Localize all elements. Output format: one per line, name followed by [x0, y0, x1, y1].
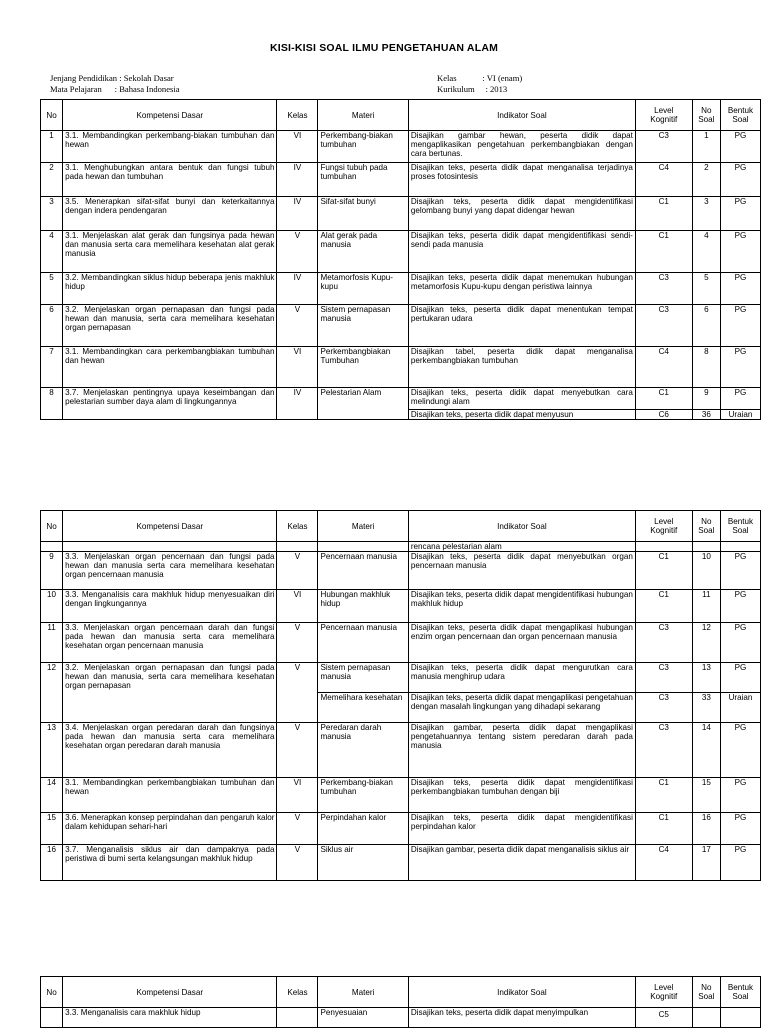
header-row: [41, 100, 761, 131]
kompetensi-dasar: 3.1. Membandingkan perkembangbiakan tumbuhan dan hewan: [63, 778, 277, 813]
no-soal: [692, 1008, 720, 1028]
table-row: [41, 813, 761, 845]
no-soal: 16: [692, 813, 720, 845]
header-no: No: [41, 100, 63, 131]
empty-cell: [277, 542, 318, 552]
header-indikator: Indikator Soal: [408, 977, 635, 1008]
kompetensi-dasar: 3.3. Menganalisis cara makhluk hidup: [63, 1008, 277, 1028]
bentuk-soal: PG: [721, 131, 761, 163]
indikator-soal: Disajikan gambar, peserta didik dapat menganalisis siklus air: [408, 845, 635, 881]
materi: Pencernaan manusia: [318, 552, 408, 590]
materi: Peredaran darah manusia: [318, 723, 408, 778]
header-indikator: Indikator Soal: [408, 511, 635, 542]
continued-row: [41, 542, 761, 552]
kelas: V: [277, 552, 318, 590]
indikator-soal: Disajikan tabel, peserta didik dapat menganalisa perkembangbiakan tumbuhan: [408, 347, 635, 388]
header-level: Level Kognitif: [635, 511, 692, 542]
no-soal: 12: [692, 623, 720, 663]
kelas: V: [277, 723, 318, 778]
header-bentuk: Bentuk Soal: [721, 100, 761, 131]
no-soal: 36: [692, 410, 720, 420]
row-no: 8: [41, 388, 63, 420]
header-materi: Materi: [318, 511, 408, 542]
materi: Perpindahan kalor: [318, 813, 408, 845]
header-nosoal: No Soal: [692, 511, 720, 542]
header-kd: Kompetensi Dasar: [63, 100, 277, 131]
kelas: V: [277, 231, 318, 273]
header-materi: Materi: [318, 100, 408, 131]
kelas: V: [277, 623, 318, 663]
bentuk-soal: PG: [721, 663, 761, 693]
kelas: VI: [277, 778, 318, 813]
row-no: 2: [41, 163, 63, 197]
bentuk-soal: PG: [721, 552, 761, 590]
table-row: [41, 590, 761, 623]
level-kognitif: C3: [635, 273, 692, 305]
no-soal: 8: [692, 347, 720, 388]
meta-jenjang: Jenjang Pendidikan : Sekolah Dasar: [50, 73, 174, 83]
materi: Pelestarian Alam: [318, 388, 408, 420]
no-soal: 10: [692, 552, 720, 590]
kompetensi-dasar: 3.7. Menganalisis siklus air dan dampaknya pada peristiwa di bumi serta kelangsungan makhluk hidup: [63, 845, 277, 881]
table-row: [41, 347, 761, 388]
no-soal: 6: [692, 305, 720, 347]
row-no: 6: [41, 305, 63, 347]
indikator-soal: Disajikan gambar hewan, peserta didik dapat mengaplikasikan pengetahuan perkembangbiakan dengan cara bertunas.: [408, 131, 635, 163]
row-no: 13: [41, 723, 63, 778]
header-kd: Kompetensi Dasar: [63, 511, 277, 542]
no-soal: 2: [692, 163, 720, 197]
bentuk-soal: PG: [721, 305, 761, 347]
row-no: 16: [41, 845, 63, 881]
kelas: V: [277, 813, 318, 845]
level-kognitif: C4: [635, 347, 692, 388]
bentuk-soal: PG: [721, 197, 761, 231]
level-kognitif: C1: [635, 231, 692, 273]
kompetensi-dasar: 3.3. Menjelaskan organ pencernaan dan fungsi pada hewan dan manusia serta cara memelihara kesehatan organ pencernaan manusia: [63, 552, 277, 590]
row-no: [41, 1008, 63, 1028]
kisi-table-3: [40, 976, 761, 1028]
header-bentuk: Bentuk Soal: [721, 511, 761, 542]
indikator-soal: Disajikan teks, peserta didik dapat menyebutkan cara melindungi alam: [408, 388, 635, 410]
table-row: [41, 623, 761, 663]
level-kognitif: C3: [635, 623, 692, 663]
empty-cell: [721, 542, 761, 552]
materi: Sistem pernapasan manusia: [318, 663, 408, 693]
empty-cell: [63, 542, 277, 552]
header-kelas: Kelas: [277, 977, 318, 1008]
indikator-soal: Disajikan gambar, peserta didik dapat mengaplikasi pengetahuannya tentang sistem peredaran darah pada manusia: [408, 723, 635, 778]
kompetensi-dasar: 3.1. Menghubungkan antara bentuk dan fungsi tubuh pada hewan dan tumbuhan: [63, 163, 277, 197]
header-row: [41, 977, 761, 1008]
materi: Siklus air: [318, 845, 408, 881]
indikator-soal: Disajikan teks, peserta didik dapat menemukan hubungan metamorfosis Kupu-kupu dengan peristiwa lainnya: [408, 273, 635, 305]
bentuk-soal: PG: [721, 388, 761, 410]
indikator-soal: Disajikan teks, peserta didik dapat menentukan tempat pertukaran udara: [408, 305, 635, 347]
kisi-table-1: [40, 99, 761, 420]
table-row: [41, 131, 761, 163]
level-kognitif: C3: [635, 723, 692, 778]
row-no: 7: [41, 347, 63, 388]
header-row: [41, 511, 761, 542]
bentuk-soal: PG: [721, 723, 761, 778]
kompetensi-dasar: 3.2. Menjelaskan organ pernapasan dan fungsi pada hewan dan manusia, serta cara memelihara kesehatan organ pernapasan: [63, 663, 277, 723]
indikator-soal: Disajikan teks, peserta didik dapat mengaplikasi hubungan enzim organ pencernaan dan organ pencernaan manusia: [408, 623, 635, 663]
table-row: [41, 305, 761, 347]
bentuk-soal: PG: [721, 273, 761, 305]
header-kd: Kompetensi Dasar: [63, 977, 277, 1008]
meta-kurikulum: Kurikulum : 2013: [437, 84, 508, 94]
table-row: [41, 197, 761, 231]
table-row: [41, 163, 761, 197]
no-soal: 4: [692, 231, 720, 273]
kompetensi-dasar: 3.5. Menerapkan sifat-sifat bunyi dan keterkaitannya dengan indera pendengaran: [63, 197, 277, 231]
page-title: KISI-KISI SOAL ILMU PENGETAHUAN ALAM: [269, 42, 499, 54]
level-kognitif: C3: [635, 663, 692, 693]
header-nosoal: No Soal: [692, 977, 720, 1008]
level-kognitif: C1: [635, 778, 692, 813]
bentuk-soal: PG: [721, 231, 761, 273]
bentuk-soal: PG: [721, 778, 761, 813]
materi: Sistem pernapasan manusia: [318, 305, 408, 347]
row-no: 3: [41, 197, 63, 231]
kompetensi-dasar: 3.2. Membandingkan siklus hidup beberapa jenis makhluk hidup: [63, 273, 277, 305]
header-kelas: Kelas: [277, 511, 318, 542]
level-kognitif: C3: [635, 305, 692, 347]
no-soal: 11: [692, 590, 720, 623]
materi: Alat gerak pada manusia: [318, 231, 408, 273]
no-soal: 13: [692, 663, 720, 693]
kelas: IV: [277, 273, 318, 305]
indikator-soal: Disajikan teks, peserta didik dapat mengurutkan cara manusia menghirup udara: [408, 663, 635, 693]
indikator-soal: Disajikan teks, peserta didik dapat mengaplikasi pengetahuan dengan masalah lingkungan yang dihadapi sekarang: [408, 693, 635, 723]
kelas: V: [277, 663, 318, 723]
bentuk-soal: [721, 1008, 761, 1028]
no-soal: 9: [692, 388, 720, 410]
row-no: 14: [41, 778, 63, 813]
empty-cell: [692, 542, 720, 552]
table-row: [41, 231, 761, 273]
indikator-soal: Disajikan teks, peserta didik dapat mengidentifikasi gelombang bunyi yang dapat didengar hewan: [408, 197, 635, 231]
kelas: V: [277, 845, 318, 881]
bentuk-soal: PG: [721, 163, 761, 197]
table-row: [41, 273, 761, 305]
no-soal: 15: [692, 778, 720, 813]
header-nosoal: No Soal: [692, 100, 720, 131]
bentuk-soal: PG: [721, 845, 761, 881]
table-row: [41, 388, 761, 410]
kompetensi-dasar: 3.2. Menjelaskan organ pernapasan dan fungsi pada hewan dan manusia, serta cara memelihara kesehatan organ pernapasan: [63, 305, 277, 347]
empty-cell: [41, 542, 63, 552]
kompetensi-dasar: 3.1. Membandingkan cara perkembangbiakan tumbuhan dan hewan: [63, 347, 277, 388]
indikator-soal: Disajikan teks, peserta didik dapat mengidentifikasi perpindahan kalor: [408, 813, 635, 845]
level-kognitif: C5: [635, 1008, 692, 1028]
materi: Penyesuaian: [318, 1008, 408, 1028]
table-row: [41, 1008, 761, 1028]
kompetensi-dasar: 3.1. Menjelaskan alat gerak dan fungsinya pada hewan dan manusia serta cara memelihara kesehatan alat gerak manusia: [63, 231, 277, 273]
no-soal: 1: [692, 131, 720, 163]
kelas: VI: [277, 131, 318, 163]
row-no: 15: [41, 813, 63, 845]
indikator-soal: Disajikan teks, peserta didik dapat menyimpulkan: [408, 1008, 635, 1028]
row-no: 12: [41, 663, 63, 723]
level-kognitif: C3: [635, 693, 692, 723]
header-no: No: [41, 977, 63, 1008]
table-row: [41, 723, 761, 778]
level-kognitif: C1: [635, 388, 692, 410]
level-kognitif: C1: [635, 552, 692, 590]
header-materi: Materi: [318, 977, 408, 1008]
empty-cell: [318, 542, 408, 552]
kelas: IV: [277, 163, 318, 197]
kelas: IV: [277, 388, 318, 420]
kompetensi-dasar: 3.6. Menerapkan konsep perpindahan dan pengaruh kalor dalam kehidupan sehari-hari: [63, 813, 277, 845]
indikator-soal: Disajikan teks, peserta didik dapat menyusun: [408, 410, 635, 420]
row-no: 11: [41, 623, 63, 663]
header-kelas: Kelas: [277, 100, 318, 131]
level-kognitif: C6: [635, 410, 692, 420]
indikator-soal: Disajikan teks, peserta didik dapat mengidentifikasi perkembangbiakan tumbuhan dengan biji: [408, 778, 635, 813]
kelas: IV: [277, 197, 318, 231]
level-kognitif: C4: [635, 845, 692, 881]
kelas: [277, 1008, 318, 1028]
header-no: No: [41, 511, 63, 542]
materi: Memelihara kesehatan: [318, 693, 408, 723]
meta-mapel: Mata Pelajaran : Bahasa Indonesia: [50, 84, 180, 94]
materi: Hubungan makhluk hidup: [318, 590, 408, 623]
kelas: VI: [277, 347, 318, 388]
indikator-soal: Disajikan teks, peserta didik dapat mengidentifikasi hubungan makhluk hidup: [408, 590, 635, 623]
bentuk-soal: PG: [721, 623, 761, 663]
indikator-soal: rencana pelestarian alam: [408, 542, 635, 552]
materi: Metamorfosis Kupu-kupu: [318, 273, 408, 305]
table-row: [41, 663, 761, 693]
indikator-soal: Disajikan teks, peserta didik dapat menyebutkan organ pencernaan manusia: [408, 552, 635, 590]
row-no: 4: [41, 231, 63, 273]
row-no: 1: [41, 131, 63, 163]
bentuk-soal: Uraian: [721, 410, 761, 420]
no-soal: 5: [692, 273, 720, 305]
bentuk-soal: PG: [721, 590, 761, 623]
level-kognitif: C1: [635, 590, 692, 623]
level-kognitif: C1: [635, 813, 692, 845]
no-soal: 14: [692, 723, 720, 778]
kompetensi-dasar: 3.7. Menjelaskan pentingnya upaya keseimbangan dan pelestarian sumber daya alam di lingkungannya: [63, 388, 277, 420]
bentuk-soal: PG: [721, 347, 761, 388]
indikator-soal: Disajikan teks, peserta didik dapat menganalisa terjadinya proses fotosintesis: [408, 163, 635, 197]
table-row: [41, 778, 761, 813]
bentuk-soal: PG: [721, 813, 761, 845]
header-bentuk: Bentuk Soal: [721, 977, 761, 1008]
no-soal: 33: [692, 693, 720, 723]
row-no: 5: [41, 273, 63, 305]
materi: Sifat-sifat bunyi: [318, 197, 408, 231]
materi: Fungsi tubuh pada tumbuhan: [318, 163, 408, 197]
table-row: [41, 845, 761, 881]
meta-kelas: Kelas : VI (enam): [437, 73, 523, 83]
header-indikator: Indikator Soal: [408, 100, 635, 131]
no-soal: 3: [692, 197, 720, 231]
materi: Perkembangbiakan Tumbuhan: [318, 347, 408, 388]
no-soal: 17: [692, 845, 720, 881]
materi: Perkembang-biakan tumbuhan: [318, 778, 408, 813]
row-no: 10: [41, 590, 63, 623]
bentuk-soal: Uraian: [721, 693, 761, 723]
row-no: 9: [41, 552, 63, 590]
kelas: V: [277, 305, 318, 347]
table-row: [41, 552, 761, 590]
level-kognitif: C1: [635, 197, 692, 231]
materi: Perkembang-biakan tumbuhan: [318, 131, 408, 163]
indikator-soal: Disajikan teks, peserta didik dapat mengidentifikasi sendi-sendi pada manusia: [408, 231, 635, 273]
header-level: Level Kognitif: [635, 100, 692, 131]
kompetensi-dasar: 3.1. Membandingkan perkembang-biakan tumbuhan dan hewan: [63, 131, 277, 163]
level-kognitif: C4: [635, 163, 692, 197]
kelas: VI: [277, 590, 318, 623]
empty-cell: [635, 542, 692, 552]
level-kognitif: C3: [635, 131, 692, 163]
kompetensi-dasar: 3.4. Menjelaskan organ peredaran darah dan fungsinya pada hewan dan manusia serta cara memelihara kesehatan organ peredaran darah manusia: [63, 723, 277, 778]
kompetensi-dasar: 3.3. Menjelaskan organ pencernaan darah dan fungsi pada hewan dan manusia serta cara memelihara kesehatan organ pencernaan manusia: [63, 623, 277, 663]
kisi-table-2: [40, 510, 761, 881]
header-level: Level Kognitif: [635, 977, 692, 1008]
materi: Pencernaan manusia: [318, 623, 408, 663]
kompetensi-dasar: 3.3. Menganalisis cara makhluk hidup menyesuaikan diri dengan lingkungannya: [63, 590, 277, 623]
